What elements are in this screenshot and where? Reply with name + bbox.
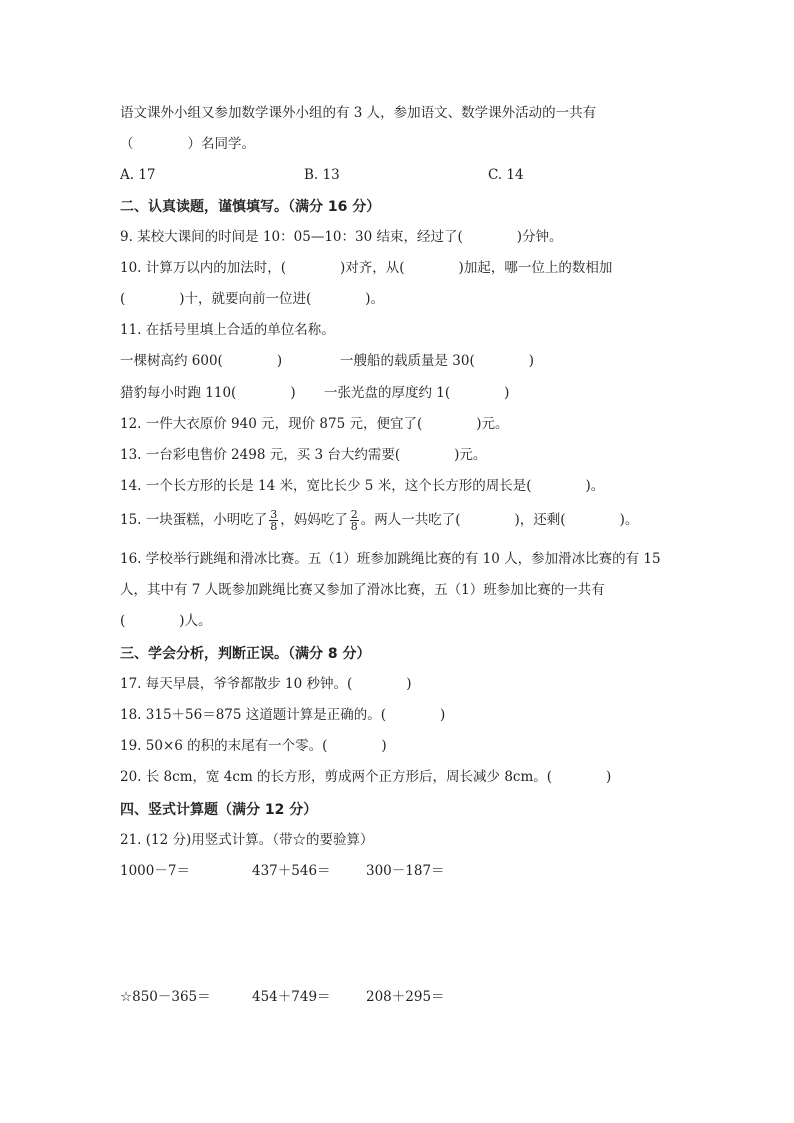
option-a: A. 17 [120,167,156,183]
fraction-two-eighths: $\frac{2}{8}$ [350,508,358,533]
question-15-part3: 。两人一共吃了( )，还剩( )。 [360,512,639,528]
section-3-heading: 三、学会分析，判断正误。（满分 8 分） [120,646,371,662]
calc-1: 1000－7＝ [120,863,190,879]
question-16-line1: 16. 学校举行跳绳和滑冰比赛。五（1）班参加跳绳比赛的有 10 人，参加滑冰比赛的有 15 [120,551,661,567]
question-21: 21. (12 分)用竖式计算。（带☆的要验算） [120,832,374,848]
calc-5: 454＋749＝ [252,989,331,1005]
question-14: 14. 一个长方形的长是 14 米，宽比长少 5 米，这个长方形的周长是( )。 [120,478,605,494]
section-2-heading: 二、认真读题，谨慎填写。（满分 16 分） [120,199,381,215]
question-11: 11. 在括号里填上合适的单位名称。 [120,322,335,338]
question-10-line1: 10. 计算万以内的加法时，( )对齐，从( )加起，哪一位上的数相加 [120,260,613,276]
question-15-part2: ，妈妈吃了 [280,512,348,528]
question-20: 20. 长 8cm，宽 4cm 的长方形，剪成两个正方形后，周长减少 8cm。( ) [120,769,612,785]
question-9: 9. 某校大课间的时间是 10：05—10：30 结束，经过了( )分钟。 [120,229,563,245]
question-16-line3: ( )人。 [120,613,212,629]
question-19: 19. 50×6 的积的末尾有一个零。( ) [120,738,387,754]
question-18: 18. 315＋56＝875 这道题计算是正确的。( ) [120,707,446,723]
question-11-item-a: 一棵树高约 600( ) [120,353,283,369]
calc-6: 208＋295＝ [366,989,445,1005]
question-15 [120,508,638,532]
question-11-item-d: 一张光盘的厚度约 1( ) [324,385,510,401]
question-13: 13. 一台彩电售价 2498 元，买 3 台大约需要( )元。 [120,447,487,463]
section-4-heading: 四、竖式计算题（满分 12 分） [120,802,318,818]
option-b: B. 13 [304,167,340,183]
question-17: 17. 每天早晨，爷爷都散步 10 秒钟。( ) [120,676,412,692]
question-10-line2: ( )十，就要向前一位进( )。 [120,291,385,307]
question-8-text-line2: （ ）名同学。 [120,136,255,152]
calc-3: 300－187＝ [366,863,445,879]
calc-4: ☆850－365＝ [120,989,211,1005]
fraction-three-eighths: $\frac{3}{8}$ [270,508,278,533]
question-12: 12. 一件大衣原价 940 元，现价 875 元，便宜了( )元。 [120,416,509,432]
question-8-text-line1: 语文课外小组又参加数学课外小组的有 3 人，参加语文、数学课外活动的一共有 [120,105,597,121]
option-c: C. 14 [488,167,524,183]
question-11-item-c: 猎豹每小时跑 110( ) [120,385,296,401]
calc-2: 437＋546＝ [252,863,331,879]
question-15-part1: 15. 一块蛋糕，小明吃了 [120,512,268,528]
question-16-line2: 人，其中有 7 人既参加跳绳比赛又参加了滑冰比赛，五（1）班参加比赛的一共有 [120,582,605,598]
question-11-item-b: 一艘船的载质量是 30( ) [340,353,535,369]
